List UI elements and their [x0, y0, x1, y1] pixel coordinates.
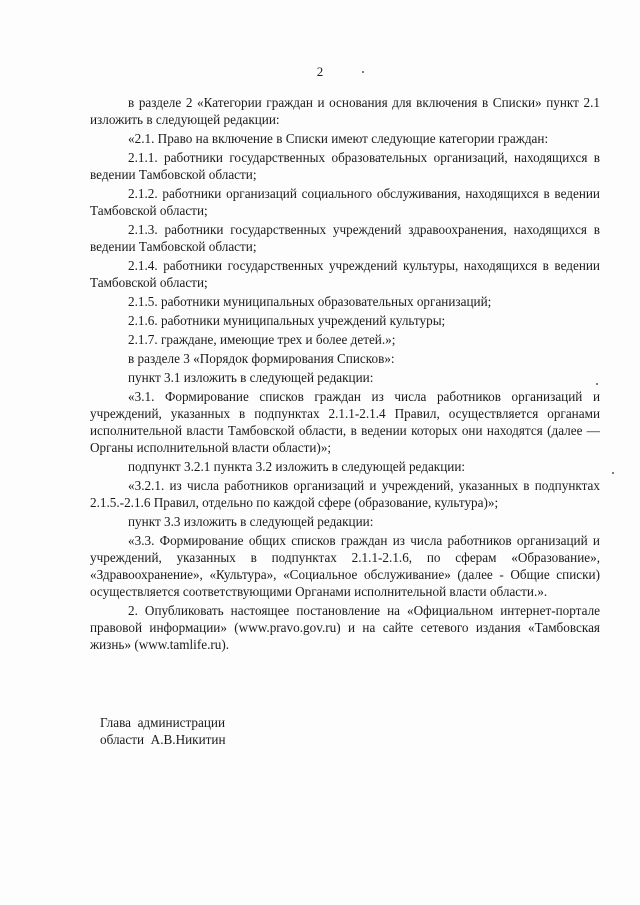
paragraph: 2.1.5. работники муниципальных образовательных организаций;: [128, 294, 492, 309]
paragraph: пункт 3.1 изложить в следующей редакции:: [128, 370, 374, 385]
paragraph: 2.1.7. граждане, имеющие трех и более детей.»;: [128, 332, 396, 347]
signature-name: области А.В.Никитин: [100, 732, 226, 747]
signature-block: [100, 714, 226, 748]
signature-title: Глава администрации: [100, 715, 226, 730]
page-number: 2: [316, 64, 324, 79]
scan-speck: [362, 71, 364, 73]
paragraph: пункт 3.3 изложить в следующей редакции:: [128, 514, 374, 529]
paragraph: «2.1. Право на включение в Списки имеют следующие категории граждан:: [128, 131, 549, 146]
document-body: [90, 94, 600, 655]
paragraph: 2.1.3. работники государственных учреждений здравоохранения, находящихся в ведении Тамбовской области;: [90, 222, 600, 254]
paragraph: «3.3. Формирование общих списков граждан из числа работников организаций и учреждений, указанных в подпунктах 2.1.1-2.1.6, по сферам «Образование», «Здравоохранение», «Культура», «Социальное обслуживание» (далее - Общие списки) осуществляется соответствующими Органами исполнительной власти области.».: [90, 533, 600, 599]
scan-speck: [612, 472, 614, 474]
paragraph: 2.1.6. работники муниципальных учреждений культуры;: [128, 313, 446, 328]
paragraph: «3.2.1. из числа работников организаций и учреждений, указанных в подпунктах 2.1.5.-2.1.6 Правил, отдельно по каждой сфере (образование, культура)»;: [90, 478, 600, 510]
paragraph: 2. Опубликовать настоящее постановление на «Официальном интернет-портале правовой информации» (www.pravo.gov.ru) и на сайте сетевого издания «Тамбовская жизнь» (www.tamlife.ru).: [90, 603, 600, 652]
paragraph: 2.1.2. работники организаций социального обслуживания, находящихся в ведении Тамбовской области;: [90, 186, 600, 218]
paragraph: «3.1. Формирование списков граждан из числа работников организаций и учреждений, указанных в подпунктах 2.1.1-2.1.4 Правил, осуществляется органами исполнительной власти Тамбовской области, в ведении которых они находятся (далее — Органы исполнительной власти области)»;: [90, 389, 600, 455]
paragraph: в разделе 2 «Категории граждан и основания для включения в Списки» пункт 2.1 изложить в следующей редакции:: [90, 95, 600, 127]
paragraph: 2.1.4. работники государственных учреждений культуры, находящихся в ведении Тамбовской области;: [90, 258, 600, 290]
paragraph: 2.1.1. работники государственных образовательных организаций, находящихся в ведении Тамбовской области;: [90, 150, 600, 182]
paragraph: в разделе 3 «Порядок формирования Списков»:: [128, 351, 395, 366]
paragraph: подпункт 3.2.1 пункта 3.2 изложить в следующей редакции:: [128, 459, 466, 474]
